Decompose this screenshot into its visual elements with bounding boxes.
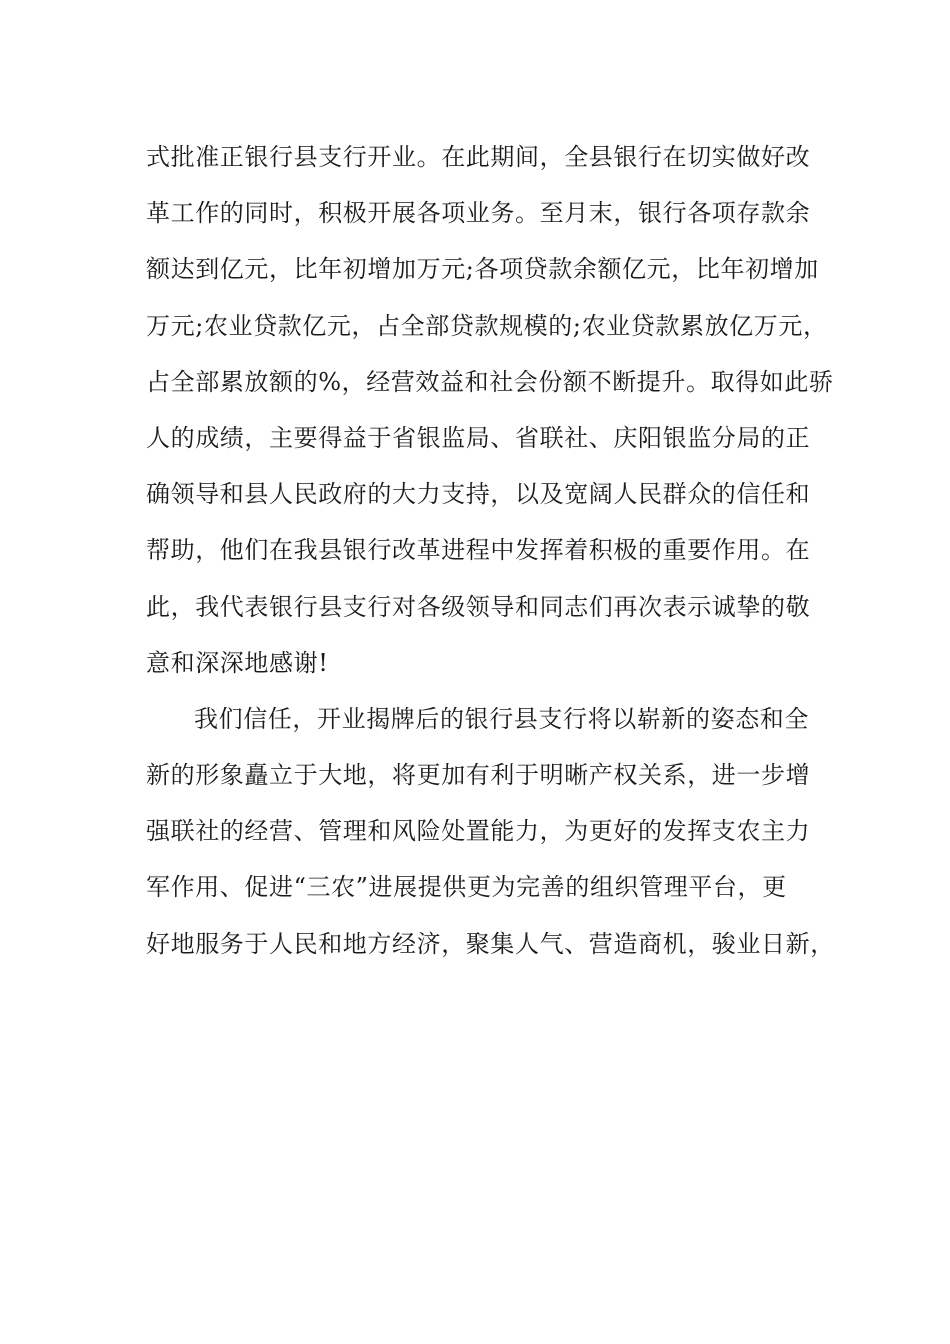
text-line: 人的成绩，主要得益于省银监局、省联社、庆阳银监分局的正 (146, 423, 811, 452)
text-line: 新的形象矗立于大地，将更加有利于明晰产权关系，进一步增 (146, 761, 811, 790)
text-line: 好地服务于人民和地方经济，聚集人气、营造商机，骏业日新， (146, 929, 835, 958)
text-line: 占全部累放额的%，经营效益和社会份额不断提升。取得如此骄 (146, 367, 834, 396)
text-line: 此，我代表银行县支行对各级领导和同志们再次表示诚挚的敬 (146, 592, 811, 621)
text-line: 意和深深地感谢! (146, 648, 329, 677)
text-line: 额达到亿元，比年初增加万元;各项贷款余额亿元，比年初增加 (146, 255, 819, 284)
text-line: 强联社的经营、管理和风险处置能力，为更好的发挥支农主力 (146, 817, 811, 846)
text-line: 革工作的同时，积极开展各项业务。至月末，银行各项存款余 (146, 199, 811, 228)
text-line: 军作用、促进“三农”进展提供更为完善的组织管理平台，更 (146, 873, 787, 902)
body-text (146, 129, 835, 972)
text-line: 万元;农业贷款亿元，占全部贷款规模的;农业贷款累放亿万元， (146, 311, 828, 340)
paragraph-first-line: 我们信任，开业揭牌后的银行县支行将以崭新的姿态和全 (194, 704, 809, 733)
text-line: 式批准正银行县支行开业。在此期间，全县银行在切实做好改 (146, 143, 811, 171)
text-line: 帮助，他们在我县银行改革进程中发挥着积极的重要作用。在 (146, 536, 811, 565)
text-line: 确领导和县人民政府的大力支持，以及宽阔人民群众的信任和 (146, 480, 811, 509)
